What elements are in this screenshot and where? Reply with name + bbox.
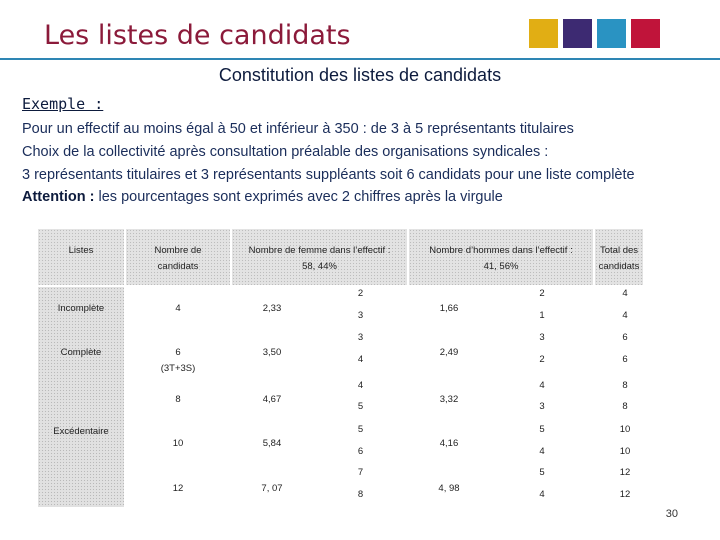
femmes-bottom: 3 (357, 310, 364, 321)
candidats-value: 10 (172, 438, 184, 449)
femmes-top: 7 (357, 467, 364, 478)
attention-label: Attention : (22, 189, 95, 205)
accent-square-red (631, 19, 660, 48)
femmes-top: 5 (357, 424, 364, 435)
femmes-calc: 2,33 (262, 303, 282, 314)
candidates-table (38, 229, 643, 507)
total-bottom: 6 (622, 354, 628, 365)
femmes-calc: 4,67 (262, 394, 282, 405)
femmes-top: 4 (357, 380, 364, 391)
header-cell-femmes (232, 229, 407, 285)
hommes-calc: 1,66 (439, 303, 459, 314)
total-top: 6 (622, 332, 628, 343)
hommes-bottom: 1 (539, 310, 545, 321)
attention-line (22, 189, 503, 205)
header-femmes-line2: 58, 44% (302, 261, 337, 272)
header-total-line2: candidats (598, 261, 640, 272)
femmes-bottom: 6 (357, 446, 364, 457)
candidats-sub: (3T+3S) (160, 363, 196, 374)
accent-square-yellow (529, 19, 558, 48)
header-cell-listes (38, 229, 124, 285)
femmes-bottom: 5 (357, 401, 364, 412)
header-listes: Listes (68, 245, 94, 256)
hommes-top: 4 (539, 380, 545, 391)
candidats-value: 8 (175, 394, 181, 405)
femmes-top: 3 (357, 332, 364, 343)
femmes-bottom: 4 (357, 354, 364, 365)
body-line-2: Choix de la collectivité après consultation préalable des organisations syndicales : (22, 144, 549, 160)
femmes-calc: 3,50 (262, 347, 282, 358)
slide-title: Les listes de candidats (44, 20, 351, 51)
total-bottom: 8 (622, 401, 628, 412)
header-femmes-line1: Nombre de femme dans l’effectif : (248, 245, 391, 256)
femmes-calc: 7, 07 (261, 483, 283, 494)
header-candidats-line1: Nombre de (154, 245, 202, 256)
hommes-calc: 3,32 (439, 394, 459, 405)
section-heading: Constitution des listes de candidats (218, 65, 502, 85)
accent-square-blue (597, 19, 626, 48)
hommes-calc: 4, 98 (438, 483, 460, 494)
femmes-calc: 5,84 (262, 438, 282, 449)
hommes-bottom: 3 (539, 401, 545, 412)
candidats-value: 4 (175, 303, 181, 314)
hommes-top: 5 (539, 424, 545, 435)
example-label: Exemple : (22, 95, 104, 113)
candidats-value: 6 (175, 347, 181, 358)
hommes-top: 2 (539, 288, 545, 299)
total-top: 12 (619, 467, 631, 478)
total-top: 8 (622, 380, 628, 391)
row-label-column (38, 287, 124, 507)
page-number: 30 (665, 508, 678, 520)
row-label-complete: Complète (60, 347, 102, 358)
body-line-1: Pour un effectif au moins égal à 50 et inférieur à 350 : de 3 à 5 représentants titulaires (22, 121, 574, 137)
total-bottom: 4 (622, 310, 628, 321)
accent-square-purple (563, 19, 592, 48)
hommes-top: 3 (539, 332, 545, 343)
total-top: 10 (619, 424, 631, 435)
header-total-line1: Total des (599, 245, 639, 256)
header-hommes-line1: Nombre d’hommes dans l’effectif : (429, 245, 573, 256)
header-cell-total (595, 229, 643, 285)
row-label-incomplete: Incomplète (57, 303, 105, 314)
header-cell-candidats (126, 229, 230, 285)
hommes-top: 5 (539, 467, 545, 478)
header-cell-hommes (409, 229, 593, 285)
body-line-3: 3 représentants titulaires et 3 représentants suppléants soit 6 candidats pour une liste complète (22, 167, 635, 183)
femmes-bottom: 8 (357, 489, 364, 500)
hommes-bottom: 2 (539, 354, 545, 365)
hommes-calc: 2,49 (439, 347, 459, 358)
total-bottom: 12 (619, 489, 631, 500)
total-top: 4 (622, 288, 628, 299)
title-divider (0, 58, 720, 60)
hommes-bottom: 4 (539, 489, 545, 500)
attention-text: les pourcentages sont exprimés avec 2 chiffres après la virgule (94, 189, 503, 205)
header-hommes-line2: 41, 56% (483, 261, 519, 272)
row-label-excedentaire: Excédentaire (53, 426, 109, 437)
femmes-top: 2 (357, 288, 364, 299)
header-candidats-line2: candidats (157, 261, 199, 272)
candidats-value: 12 (172, 483, 184, 494)
hommes-calc: 4,16 (439, 438, 459, 449)
hommes-bottom: 4 (539, 446, 545, 457)
total-bottom: 10 (619, 446, 631, 457)
